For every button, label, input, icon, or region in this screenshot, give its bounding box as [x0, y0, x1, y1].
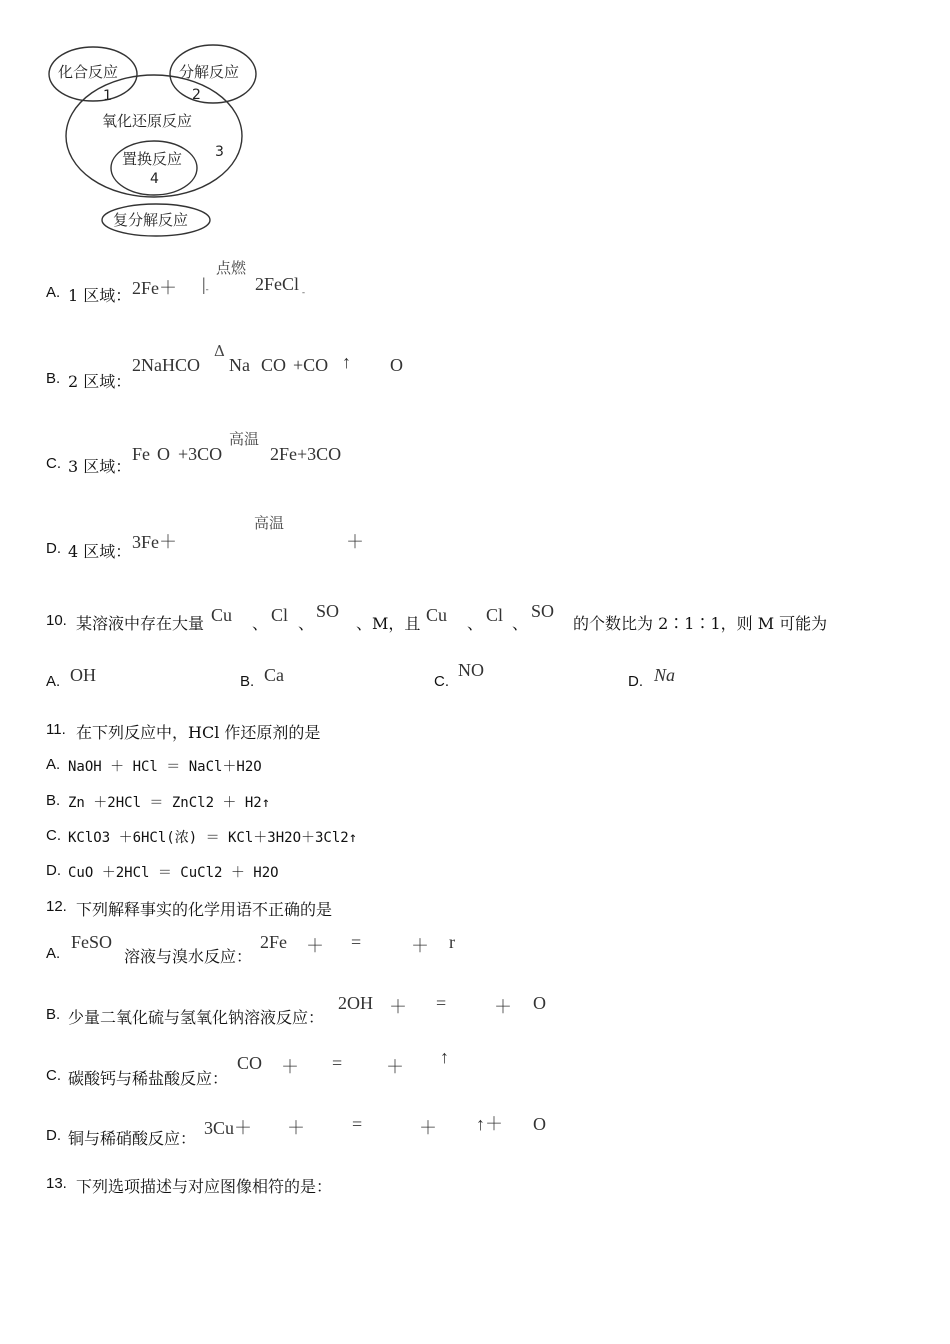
option-formula: Ca: [264, 665, 284, 685]
option-formula: Na: [654, 665, 676, 685]
formula-part: =: [332, 1053, 343, 1073]
option-label: B.: [46, 792, 61, 809]
region-1-label: 1: [103, 88, 112, 104]
reaction-condition: Δ: [214, 342, 225, 360]
option-label: C.: [46, 455, 61, 472]
formula-part: ＋: [386, 1057, 404, 1077]
formula-part: ↑: [342, 352, 351, 372]
ion-formula: Cu: [211, 605, 233, 625]
question-stem: 下列解释事实的化学用语不正确的是: [76, 900, 333, 919]
formula-part: ＋: [419, 1118, 437, 1138]
option-text: CuO ＋2HCl ＝ CuCl2 ＋ H2O: [68, 865, 279, 881]
formula-part: O: [390, 355, 403, 375]
formula-part: ＋: [411, 936, 429, 956]
formula-part: r: [449, 932, 455, 952]
combination-label: 化合反应: [58, 63, 119, 81]
formula-part: CO: [261, 355, 287, 375]
option-label: C.: [46, 1067, 61, 1084]
formula-part: 2OH: [338, 993, 373, 1013]
option-text: NaOH ＋ HCl ＝ NaCl＋H2O: [68, 759, 262, 775]
formula-part: FeSO: [71, 932, 113, 952]
option-label: C.: [434, 673, 449, 690]
option-text: KClO3 ＋6HCl(浓) ＝ KCl＋3H2O＋3Cl2↑: [68, 830, 358, 846]
option-formula: NO: [458, 660, 484, 680]
option-text: 少量二氧化硫与氢氧化钠溶液反应：: [68, 1008, 325, 1027]
formula-part: ＋: [494, 997, 512, 1017]
formula-part: ＋: [281, 1057, 299, 1077]
question-stem: 、M，且: [356, 614, 421, 633]
option-text: 4 区域：: [68, 542, 132, 561]
option-label: D.: [46, 1127, 61, 1144]
option-text: 铜与稀硝酸反应：: [68, 1129, 197, 1148]
formula-part: Fe: [132, 444, 150, 464]
formula-part: 3Fe＋: [132, 532, 177, 552]
ion-formula: SO: [531, 601, 555, 621]
reaction-condition: 点燃: [216, 259, 247, 277]
formula-part: +3CO: [178, 444, 223, 464]
separator: 、: [467, 614, 484, 633]
formula-part: 2Fe+3CO: [270, 444, 342, 464]
ion-formula: SO: [316, 601, 340, 621]
question-stem: 下列选项描述与对应图像相符的是：: [76, 1177, 333, 1196]
formula-part: ＋: [287, 1118, 305, 1138]
option-text: 1 区域：: [68, 286, 132, 305]
formula-part: =: [351, 932, 362, 952]
formula-part: =: [352, 1114, 363, 1134]
option-label: D.: [46, 540, 61, 557]
option-label: C.: [46, 827, 61, 844]
double-decomposition-label: 复分解反应: [113, 211, 189, 229]
formula-part: =: [436, 993, 447, 1013]
option-label: A.: [46, 756, 61, 773]
formula-part: 2Fe: [260, 932, 287, 952]
ion-formula: Cl: [486, 605, 504, 625]
reaction-condition: 高温: [254, 514, 285, 532]
ion-formula: Cu: [426, 605, 448, 625]
formula-subscript: -: [302, 287, 305, 297]
separator: 、: [298, 614, 315, 633]
region-3-label: 3: [215, 144, 224, 160]
formula-part: ＋: [306, 936, 324, 956]
ion-formula: Cl: [271, 605, 289, 625]
region-2-label: 2: [192, 87, 201, 103]
formula-part: O: [533, 1114, 546, 1134]
formula-part: 2NaHCO: [132, 355, 200, 375]
question-stem: 的个数比为 2∶1∶1，则 M 可能为: [573, 614, 828, 633]
displacement-label: 置换反应: [122, 150, 183, 168]
region-4-label: 4: [150, 171, 159, 187]
separator: 、: [252, 614, 269, 633]
question-number: 12.: [46, 898, 67, 915]
question-stem: 某溶液中存在大量: [76, 614, 205, 633]
reaction-classification-diagram: [40, 40, 270, 250]
question-number: 13.: [46, 1175, 67, 1192]
formula-part: ↑: [440, 1047, 449, 1067]
option-label: B.: [240, 673, 255, 690]
formula-part: CO: [237, 1053, 263, 1073]
option-text: Zn ＋2HCl ＝ ZnCl2 ＋ H2↑: [68, 795, 271, 811]
option-text: 碳酸钙与稀盐酸反应：: [68, 1069, 229, 1088]
formula-part: O: [533, 993, 546, 1013]
decomposition-label: 分解反应: [179, 63, 240, 81]
option-label: A.: [46, 673, 61, 690]
option-label: A.: [46, 284, 61, 301]
formula-part: ＋: [346, 532, 364, 552]
option-label: A.: [46, 945, 61, 962]
formula-part: ＋: [389, 997, 407, 1017]
redox-label: 氧化还原反应: [102, 112, 193, 130]
formula-part: 3Cu＋: [204, 1118, 253, 1138]
option-label: D.: [46, 862, 61, 879]
question-number: 10.: [46, 612, 67, 629]
formula-part: |-: [202, 274, 209, 294]
formula-part: ↑＋: [476, 1114, 503, 1134]
option-text: 溶液与溴水反应：: [124, 947, 253, 966]
separator: 、: [512, 614, 529, 633]
formula-part: O: [157, 444, 170, 464]
formula-part: 2FeCl: [255, 274, 300, 294]
option-label: B.: [46, 370, 61, 387]
formula-part: 2Fe＋: [132, 278, 177, 298]
option-formula: OH: [70, 665, 96, 685]
option-label: B.: [46, 1006, 61, 1023]
reaction-condition: 高温: [229, 430, 260, 448]
question-stem: 在下列反应中，HCl 作还原剂的是: [76, 723, 321, 742]
formula-part: +CO: [293, 355, 329, 375]
option-text: 2 区域：: [68, 372, 132, 391]
question-number: 11.: [46, 721, 66, 738]
option-text: 3 区域：: [68, 457, 132, 476]
option-label: D.: [628, 673, 643, 690]
formula-part: Na: [229, 355, 250, 375]
